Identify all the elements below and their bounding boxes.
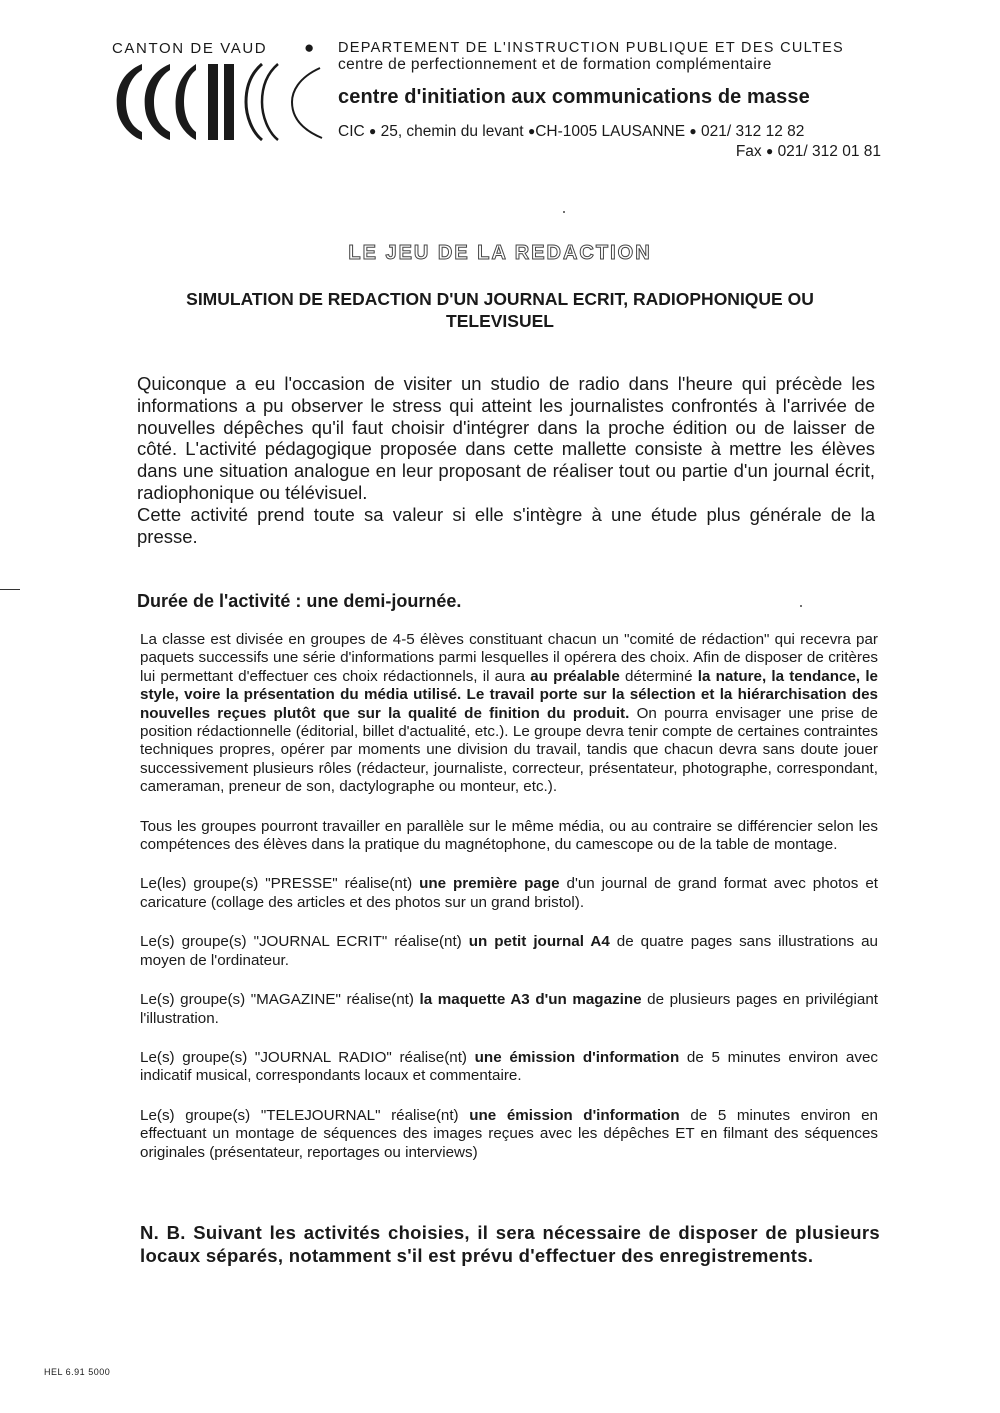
- centre-name: centre d'initiation aux communications de masse: [338, 86, 810, 108]
- fax-number: 021/ 312 01 81: [777, 143, 881, 160]
- address-cic: CIC: [338, 123, 365, 140]
- body-paragraph: [140, 1107, 878, 1162]
- centre-description: centre de perfectionnement et de formation complémentaire: [338, 56, 772, 73]
- document-title: LE JEU DE LA REDACTION: [348, 242, 652, 264]
- emphasis-text: au préalable: [530, 667, 620, 685]
- text-run: Le(s) groupe(s) "JOURNAL ECRIT" réalise(nt): [140, 933, 469, 951]
- text-run: Le(s) groupe(s) "TELEJOURNAL" réalise(nt): [140, 1106, 470, 1124]
- letterhead-block: [338, 40, 883, 161]
- nota-bene: N. B. Suivant les activités choisies, il sera nécessaire de disposer de plusieurs locaux séparés, notamment s'il est prévu d'effectuer des enregistrements.: [140, 1222, 880, 1266]
- text-run: de quatre pages sans illustrations au moyen de l'ordinateur.: [140, 933, 878, 969]
- body-paragraph: [140, 933, 878, 970]
- body-paragraph: [140, 631, 878, 797]
- intro-section: [137, 373, 875, 547]
- text-run: de plusieurs pages en privilégiant l'illustration.: [140, 991, 878, 1027]
- text-run: d'un journal de grand format avec photos et caricature (collage des articles et des photos sur un grand bristol).: [140, 875, 878, 911]
- address-city: CH-1005 LAUSANNE: [535, 123, 686, 140]
- address-street: 25, chemin du levant: [380, 123, 524, 140]
- body-paragraph: [140, 875, 878, 912]
- duration-heading: Durée de l'activité : une demi-journée.: [137, 591, 462, 611]
- bullet-icon: ●: [369, 124, 377, 138]
- fax-line: [338, 143, 883, 161]
- text-run: Le(s) groupe(s) "MAGAZINE" réalise(nt): [140, 991, 420, 1009]
- separator-dot: ●: [304, 38, 315, 57]
- phone-number: 021/ 312 12 82: [700, 123, 805, 140]
- footer-code: HEL 6.91 5000: [44, 1367, 111, 1377]
- text-run: La classe est divisée en groupes de 4-5 élèves constituant chacun un "comité de rédaction" qui recevra par paquets successifs une série d'informations parmi lesquelles il opérera des choix. Afin de disposer de critères lui permettant d'effectuer ces choix rédactionnels, il aura: [140, 631, 878, 685]
- intro-paragraph: Quiconque a eu l'occasion de visiter un studio de radio dans l'heure qui précède les informations a pu observer le stress qui atteint les journalistes confrontés à l'arrivée de nouvelles dépêches qu'il faut choisir d'intégrer dans la proche édition ou de laisser de côté. L'activité pédagogique proposée dans cette mallette consiste à mettre les élèves dans une situation analogue en leur proposant de réaliser tout ou partie d'un journal écrit, radiophonique ou télévisuel.: [137, 373, 875, 503]
- emphasis-text: un petit journal A4: [468, 933, 610, 951]
- body-paragraph: Tous les groupes pourront travailler en parallèle sur le même média, ou au contraire se différencier selon les compétences des élèves dans la pratique du magnétophone, du camescope ou de la table de montage.: [140, 817, 878, 854]
- document-subtitle: SIMULATION DE REDACTION D'UN JOURNAL ECRIT, RADIOPHONIQUE OU TELEVISUEL: [186, 289, 814, 331]
- bullet-icon: ●: [527, 124, 536, 138]
- cicm-logo-icon: [112, 62, 332, 142]
- scan-speck: [563, 211, 565, 213]
- emphasis-text: une émission d'information: [474, 1048, 680, 1066]
- emphasis-text: une première page: [419, 875, 560, 893]
- text-run: de 5 minutes environ avec indicatif musical, correspondants locaux et commentaire.: [140, 1048, 878, 1085]
- text-run: On pourra envisager une prise de position rédactionnelle (éditorial, billet d'actualité, etc.). Le groupe devra tenir compte de certaines contraintes techniques propres, opérer par moments une division du travail, tandis que chacun devra sans doute jouer successivement plusieurs rôles (rédacteur, journaliste, correcteur, présentateur, photographe, correspondant, cameraman, preneur de son, dactylographe ou monteur, etc.).: [140, 704, 879, 796]
- fax-label: Fax: [735, 143, 762, 160]
- text-run: Le(s) groupe(s) "JOURNAL RADIO" réalise(nt): [140, 1048, 475, 1066]
- bullet-icon: ●: [689, 124, 697, 138]
- text-run: de 5 minutes environ en effectuant un montage de séquences des images reçues avec les dépêches ET en filmant des séquences originales (présentateur, reportages ou interviews): [140, 1106, 878, 1161]
- emphasis-text: la nature, la tendance, le style, voire la présentation du média utilisé. Le travail porte sur la sélection et la hiérarchisation des nouvelles reçues plutôt que sur la qualité de finition du produit.: [140, 667, 878, 722]
- body-paragraph: [140, 1049, 878, 1086]
- emphasis-text: une émission d'information: [469, 1106, 680, 1124]
- text-run: Le(les) groupe(s) "PRESSE" réalise(nt): [140, 875, 420, 893]
- department-name: DEPARTEMENT DE L'INSTRUCTION PUBLIQUE ET DES CULTES: [338, 40, 845, 56]
- intro-paragraph: Cette activité prend toute sa valeur si elle s'intègre à une étude plus générale de la presse.: [137, 503, 875, 547]
- canton-label: CANTON DE VAUD: [112, 40, 268, 57]
- margin-mark: [0, 589, 20, 590]
- emphasis-text: la maquette A3 d'un magazine: [419, 991, 642, 1009]
- text-run: déterminé: [619, 667, 698, 685]
- body-section: [140, 631, 878, 1183]
- body-paragraph: [140, 991, 878, 1028]
- bullet-icon: ●: [766, 144, 774, 158]
- scan-speck: [800, 605, 802, 607]
- address-line: [338, 123, 883, 141]
